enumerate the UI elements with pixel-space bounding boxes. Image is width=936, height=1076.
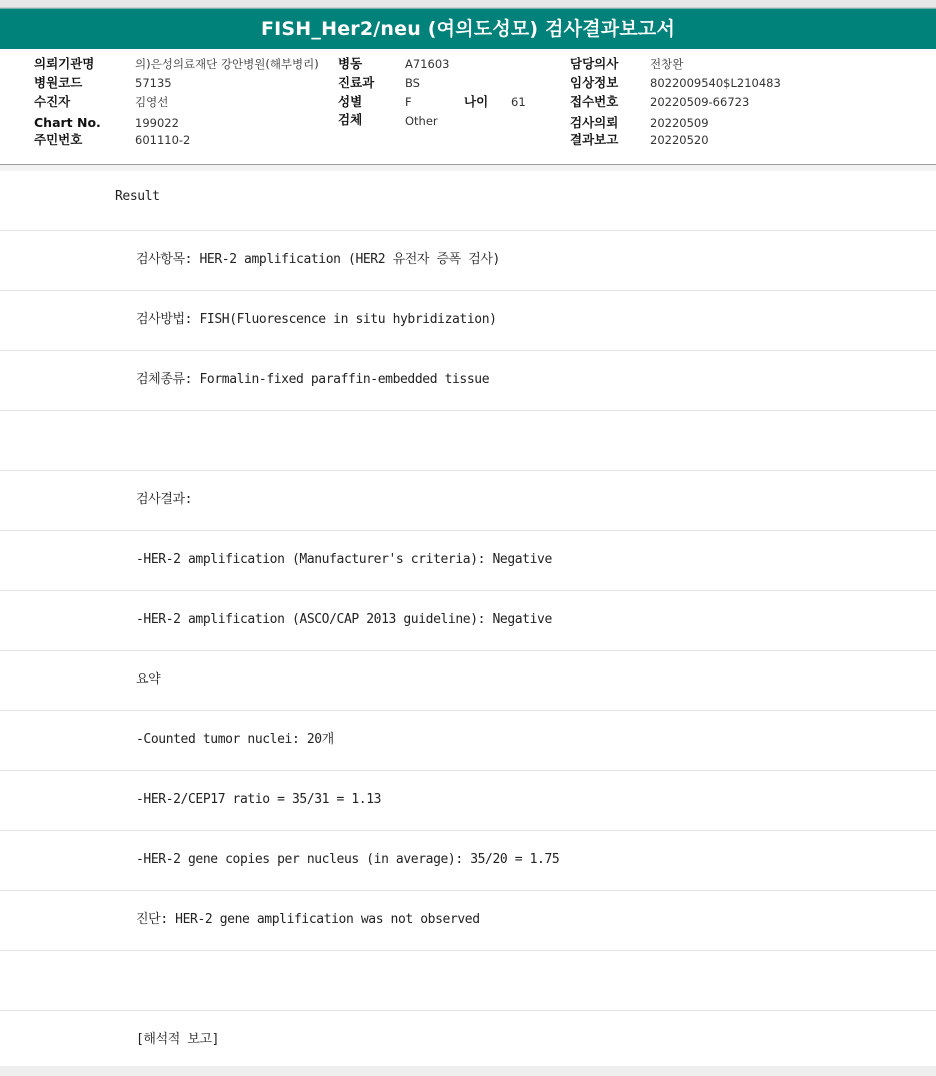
resident-no-label: 주민번호 xyxy=(34,132,83,147)
hospital-code-label: 병원코드 xyxy=(34,75,83,90)
summary-heading-row xyxy=(0,651,936,711)
diagnosis-row xyxy=(0,891,936,951)
interpretive-report-heading: [해석적 보고] xyxy=(136,1032,220,1047)
counted-nuclei-row xyxy=(0,711,936,771)
accession-value: 20220509-66723 xyxy=(650,95,750,109)
manufacturer-criteria-row xyxy=(0,531,936,591)
chart-no-value: 199022 xyxy=(135,116,179,130)
test-method-row xyxy=(0,291,936,351)
doctor-value: 전창완 xyxy=(650,57,684,71)
copies-per-nucleus: -HER-2 gene copies per nucleus (in average): 35/20 = 1.75 xyxy=(136,852,560,867)
report-date-label: 결과보고 xyxy=(570,132,619,147)
report-date-value: 20220520 xyxy=(650,133,709,147)
ratio-row xyxy=(0,771,936,831)
patient-info-header xyxy=(0,49,936,165)
clinical-info-value: 8022009540$L210483 xyxy=(650,76,781,90)
her2-cep17-ratio: -HER-2/CEP17 ratio = 35/31 = 1.13 xyxy=(136,792,382,807)
specimen-type: 검체종류: Formalin-fixed paraffin-embedded tissue xyxy=(136,372,490,387)
summary-heading: 요약 xyxy=(136,672,161,687)
blank-row xyxy=(0,411,936,471)
window-top-strip xyxy=(0,0,936,8)
result-heading-row xyxy=(0,171,936,231)
asco-cap-result: -HER-2 amplification (ASCO/CAP 2013 guideline): Negative xyxy=(136,612,552,627)
bottom-strip xyxy=(0,1066,936,1076)
chart-no-label: Chart No. xyxy=(34,115,101,130)
patient-label: 수진자 xyxy=(34,94,71,109)
clinical-info-label: 임상정보 xyxy=(570,75,619,90)
sex-label: 성별 xyxy=(338,94,363,109)
specimen-type-row xyxy=(0,351,936,411)
accession-label: 접수번호 xyxy=(570,94,619,109)
diagnosis: 진단: HER-2 gene amplification was not observed xyxy=(136,912,480,927)
copies-per-nucleus-row xyxy=(0,831,936,891)
age-value: 61 xyxy=(511,95,526,109)
ward-value: A71603 xyxy=(405,57,450,71)
asco-cap-row xyxy=(0,591,936,651)
test-item-row xyxy=(0,231,936,291)
specimen-label: 검체 xyxy=(338,112,363,127)
ward-label: 병동 xyxy=(338,56,363,71)
department-label: 진료과 xyxy=(338,75,375,90)
counted-nuclei: -Counted tumor nuclei: 20개 xyxy=(136,732,334,747)
results-heading: 검사결과: xyxy=(136,492,193,507)
age-label: 나이 xyxy=(464,94,489,109)
test-item: 검사항목: HER-2 amplification (HER2 유전자 증폭 검사) xyxy=(136,252,500,267)
blank-row-2 xyxy=(0,951,936,1011)
patient-value: 김영선 xyxy=(135,95,169,109)
specimen-value: Other xyxy=(405,114,438,128)
doctor-label: 담당의사 xyxy=(570,56,619,71)
resident-no-value: 601110-2 xyxy=(135,133,191,147)
request-date-value: 20220509 xyxy=(650,116,709,130)
test-method: 검사방법: FISH(Fluorescence in situ hybridization) xyxy=(136,312,497,327)
hospital-code-value: 57135 xyxy=(135,76,172,90)
report-title: FISH_Her2/neu (여의도성모) 검사결과보고서 xyxy=(0,8,936,49)
interpretive-report-row xyxy=(0,1011,936,1071)
institution-label: 의뢰기관명 xyxy=(34,56,95,71)
manufacturer-criteria-result: -HER-2 amplification (Manufacturer's criteria): Negative xyxy=(136,552,552,567)
sex-value: F xyxy=(405,95,412,109)
result-heading: Result xyxy=(115,189,160,204)
institution-value: 의)은성의료재단 강안병원(해부병리) xyxy=(135,57,319,71)
results-heading-row xyxy=(0,471,936,531)
department-value: BS xyxy=(405,76,420,90)
request-date-label: 검사의뢰 xyxy=(570,115,619,130)
